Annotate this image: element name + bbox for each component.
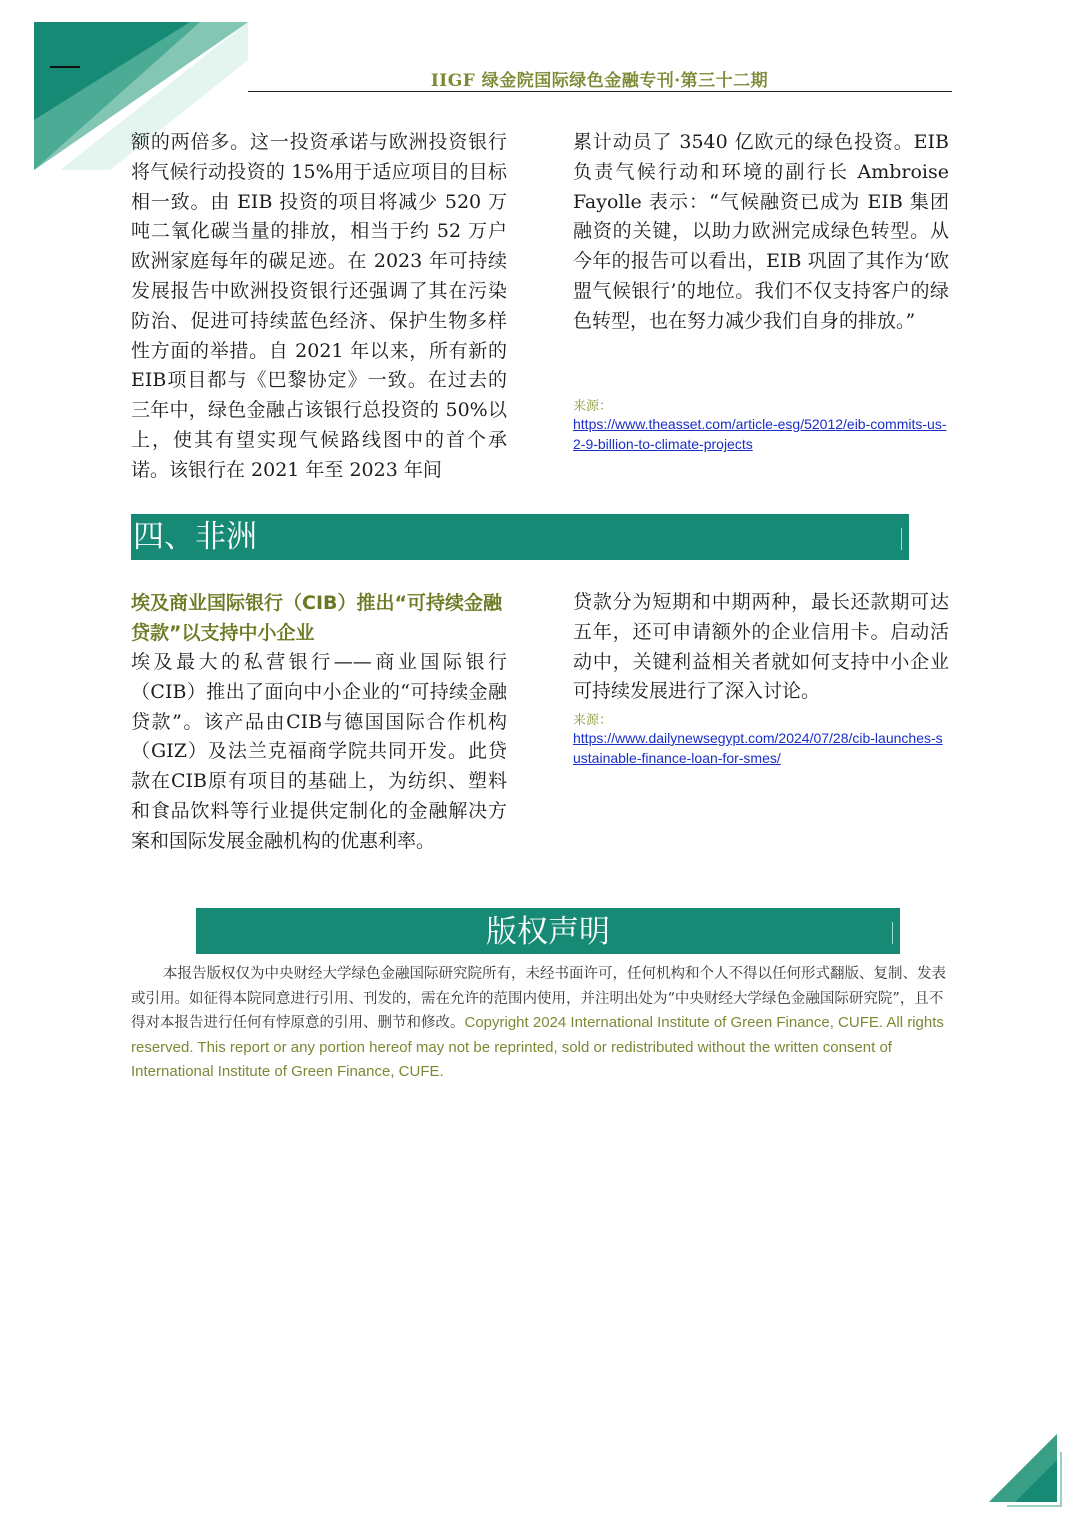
section-title: 四、非洲 [133, 519, 257, 555]
copyright-text-en: Copyright 2024 International Institute of Green Finance, CUFE. All rights reserved. This report or any portion hereof may not be reprinted, sold or redistributed without the written consent of International Institute of Green Finance, CUFE. [131, 1014, 944, 1081]
europe-source [573, 395, 949, 454]
europe-left-paragraph: 额的两倍多。这一投资承诺与欧洲投资银行将气候行动投资的 15%用于适应项目的目标相一致。由 EIB 投资的项目将减少 520 万吨二氧化碳当量的排放，相当于约 52 万户欧洲家庭每年的碳足迹。在 2023 年可持续发展报告中欧洲投资银行还强调了其在污染防治、促进可持续蓝色经济、保护生物多样性方面的举措。自 2021 年以来，所有新的EIB项目都与《巴黎协定》一致。在过去的三年中，绿色金融占该银行总投资的 50%以上，使其有望实现气候路线图中的首个承诺。该银行在 2021 年至 2023 年间 [131, 131, 507, 481]
banner-edge [892, 922, 893, 944]
banner-edge [901, 528, 902, 550]
africa-source-link[interactable]: https://www.dailynewsegypt.com/2024/07/28/cib-launches-sustainable-finance-loan-for-smes/ [573, 730, 943, 766]
europe-source-link[interactable]: https://www.theasset.com/article-esg/52012/eib-commits-us-2-9-billion-to-climate-projects [573, 416, 947, 452]
copyright-heading [196, 908, 900, 954]
section-heading-africa [131, 514, 909, 560]
issue-title: IIGF 绿金院国际绿色金融专刊·第三十二期 [430, 71, 769, 91]
africa-right-paragraph: 贷款分为短期和中期两种，最长还款期可达五年，还可申请额外的企业信用卡。启动活动中，关键利益相关者就如何支持中小企业可持续发展进行了深入讨论。 [573, 591, 949, 703]
header-rule [248, 91, 952, 92]
africa-left-column [131, 588, 507, 857]
source-label: 来源： [573, 713, 613, 728]
africa-left-paragraph: 埃及最大的私营银行——商业国际银行（CIB）推出了面向中小企业的“可持续金融贷款”。该产品由CIB与德国国际合作机构（GIZ）及法兰克福商学院共同开发。此贷款在CIB原有项目的基础上，为纺织、塑料和食品饮料等行业提供定制化的金融解决方案和国际发展金融机构的优惠利率。 [131, 651, 507, 852]
footer-corner-decoration [985, 1430, 1065, 1510]
europe-right-text: 累计动员了 3540 亿欧元的绿色投资。EIB 负责气候行动和环境的副行长 Ambroise Fayolle 表示：“气候融资已成为 EIB 集团融资的关键，以助力欧洲完成绿色转型。从今年的报告可以看出，EIB 巩固了其作为‘欧盟气候银行’的地位。我们不仅支持客户的绿色转型，也在努力减少我们自身的排放。” [573, 131, 949, 332]
copyright-statement [131, 962, 951, 1085]
copyright-title: 版权声明 [486, 914, 610, 950]
europe-right-paragraph [573, 128, 949, 337]
news-headline: 埃及商业国际银行（CIB）推出“可持续金融贷款”以支持中小企业 [131, 592, 502, 644]
copyright-text-cn: 本报告版权仅为中央财经大学绿色金融国际研究院所有，未经书面许可，任何机构和个人不得以任何形式翻版、复制、发表或引用。如征得本院同意进行引用、刊发的，需在允许的范围内使用，并注明出处为“中央财经大学绿色金融国际研究院”，且不得对本报告进行任何有悖原意的引用、删节和修改。 [131, 966, 946, 1032]
source-label: 来源： [573, 399, 613, 414]
header-dash [50, 66, 80, 68]
africa-source [573, 709, 949, 768]
